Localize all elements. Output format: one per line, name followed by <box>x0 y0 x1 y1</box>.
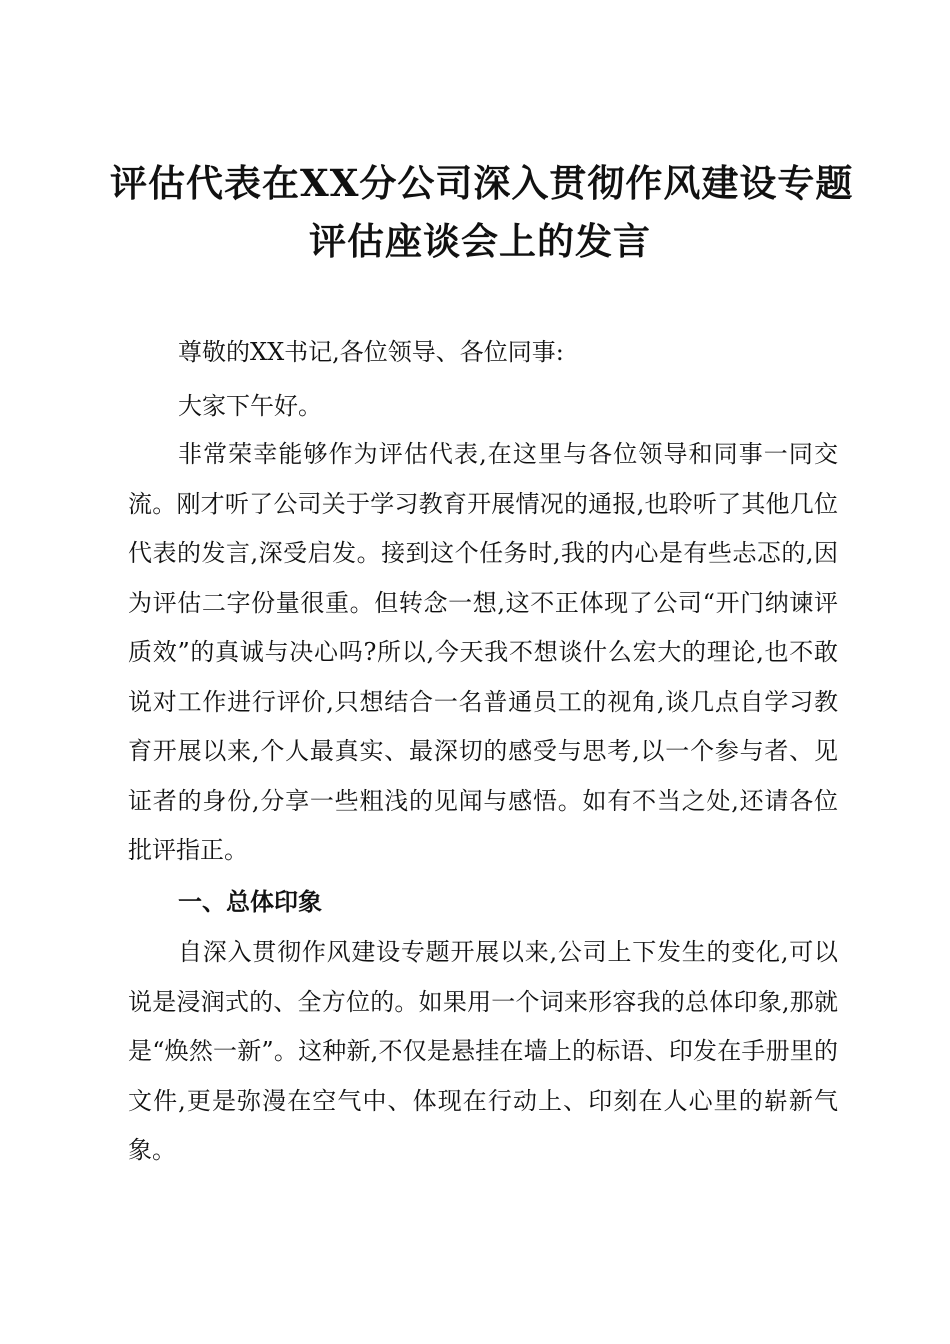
salutation: 尊敬的XX书记,各位领导、各位同事: <box>178 338 564 366</box>
paragraph-overall-impression: 自深入贯彻作风建设专题开展以来,公司上下发生的变化,可以说是浸润式的、全方位的。如果用一个词来形容我的总体印象,那就是“焕然一新”。这种新,不仅是悬挂在墙上的标语、印发在手册里的文件,更是弥漫在空气中、体现在行动上、印刻在人心里的崭新气象。 <box>128 938 838 1164</box>
paragraph-opening: 非常荣幸能够作为评估代表,在这里与各位领导和同事一同交流。刚才听了公司关于学习教育开展情况的通报,也聆听了其他几位代表的发言,深受启发。接到这个任务时,我的内心是有些忐忑的,因为评估二字份量很重。但转念一想,这不正体现了公司“开门纳谏评质效”的真诚与决心吗?所以,今天我不想谈什么宏大的理论,也不敢说对工作进行评价,只想结合一名普通员工的视角,谈几点自学习教育开展以来,个人最真实、最深切的感受与思考,以一个参与者、见证者的身份,分享一些粗浅的见闻与感悟。如有不当之处,还请各位批评指正。 <box>128 440 838 864</box>
greeting: 大家下午好。 <box>178 392 322 420</box>
section-heading-overall-impression: 一、总体印象 <box>178 888 322 916</box>
document-title-line-2: 评估座谈会上的发言 <box>309 219 651 263</box>
document-title-line-1: 评估代表在XX分公司深入贯彻作风建设专题 <box>110 161 854 205</box>
